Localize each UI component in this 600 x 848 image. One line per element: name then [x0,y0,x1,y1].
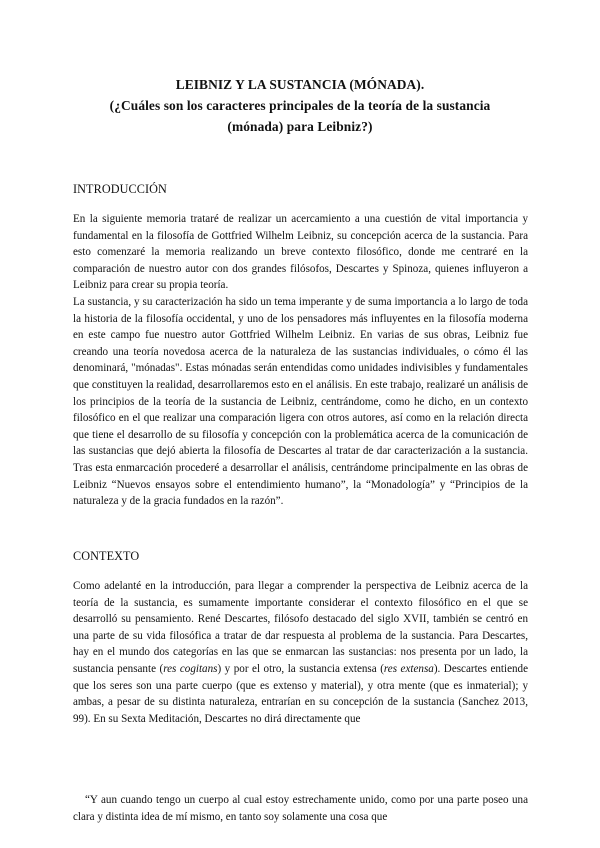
title-line-2: (¿Cuáles son los caracteres principales de la teoría de la sustancia [109,98,491,113]
intro-heading: INTRODUCCIÓN [73,182,167,196]
term-res-extensa: res extensa [383,662,434,675]
context-heading: CONTEXTO [73,549,140,563]
document-title [60,74,540,137]
context-text-2: ) y por el otro, la sustancia extensa ( [217,662,384,675]
context-text-1: Como adelanté en la introducción, para llegar a comprender la perspectiva de Leibniz acerca de la teoría de la sustancia, es sumamente importante considerar el contexto filosófico en el que se desarrolló su pensamiento. René Descartes, filósofo destacado del siglo XVII, también se centró en una parte de su vida filosófica a tratar de dar respuesta al problema de la sustancia. Para Descartes, hay en el mundo dos categorías en las que se enmarcan las sustancias: nos presenta por un lado, la sustancia pensante ( [73,580,528,675]
context-paragraph-1 [73,578,528,727]
intro-paragraph-2: La sustancia, y su caracterización ha sido un tema imperante y de suma importancia a lo largo de toda la historia de la filosofía occidental, y uno de los pensadores más influyentes en la filosofía moderna en este campo fue nuestro autor Gottfried Wilhelm Leibniz. En varias de sus obras, Leibniz fue creando una teoría novedosa acerca de la naturaleza de las sustancias individuales, o cómo él las denominará, "mónadas". Estas mónadas serán entendidas como unidades indivisibles y fundamentales que constituyen la realidad, desarrollaremos esto en el análisis. En este trabajo, realizaré un análisis de los principios de la teoría de la sustancia de Leibniz, centrándome, como he dicho, en un contexto filosófico en el que realizar una comparación ligera con otros autores, así como en la relación directa que tiene el desarrollo de su filosofía y concepción con la problemática acerca de la comunicación de las sustancias que dejó abierta la filosofía de Descartes al tratar de dar caracterización a la sustancia. Tras esta enmarcación procederé a desarrollar el análisis, centrándome principalmente en las obras de Leibniz “Nuevos ensayos sobre el entendimiento humano”, la “Monadología” y “Principios de la naturaleza y de la gracia fundados en la razón”. [73,295,528,508]
context-body [73,578,528,727]
context-text-3: ). Descartes entiende que los seres son una parte cuerpo (que es extenso y material), y otra mente (que es inmaterial); y ambas, a pesar de su distinta naturaleza, entrarían en su concepción de la sustancia (Sanchez 2013, 99). En su Sexta Meditación, Descartes no dirá directamente que [73,662,529,725]
intro-body [73,211,528,510]
intro-paragraph-1: En la siguiente memoria trataré de realizar un acercamiento a una cuestión de vital importancia y fundamental en la filosofía de Gottfried Wilhelm Leibniz, su concepción acerca de la sustancia. Para esto comenzaré la memoria realizando un breve contexto filosófico, donde me centraré en la comparación de nuestro autor con dos grandes filósofos, Descartes y Spinoza, quienes influyeron a Leibniz para crear su propia teoría. [73,213,528,292]
title-line-3: (mónada) para Leibniz?) [227,119,373,134]
term-res-cogitans: res cogitans [163,662,218,675]
title-line-1: LEIBNIZ Y LA SUSTANCIA (MÓNADA). [175,77,425,92]
descartes-quote: “Y aun cuando tengo un cuerpo al cual estoy estrechamente unido, como por una parte poseo una clara y distinta idea de mí mismo, en tanto soy solamente una cosa que [73,794,528,823]
